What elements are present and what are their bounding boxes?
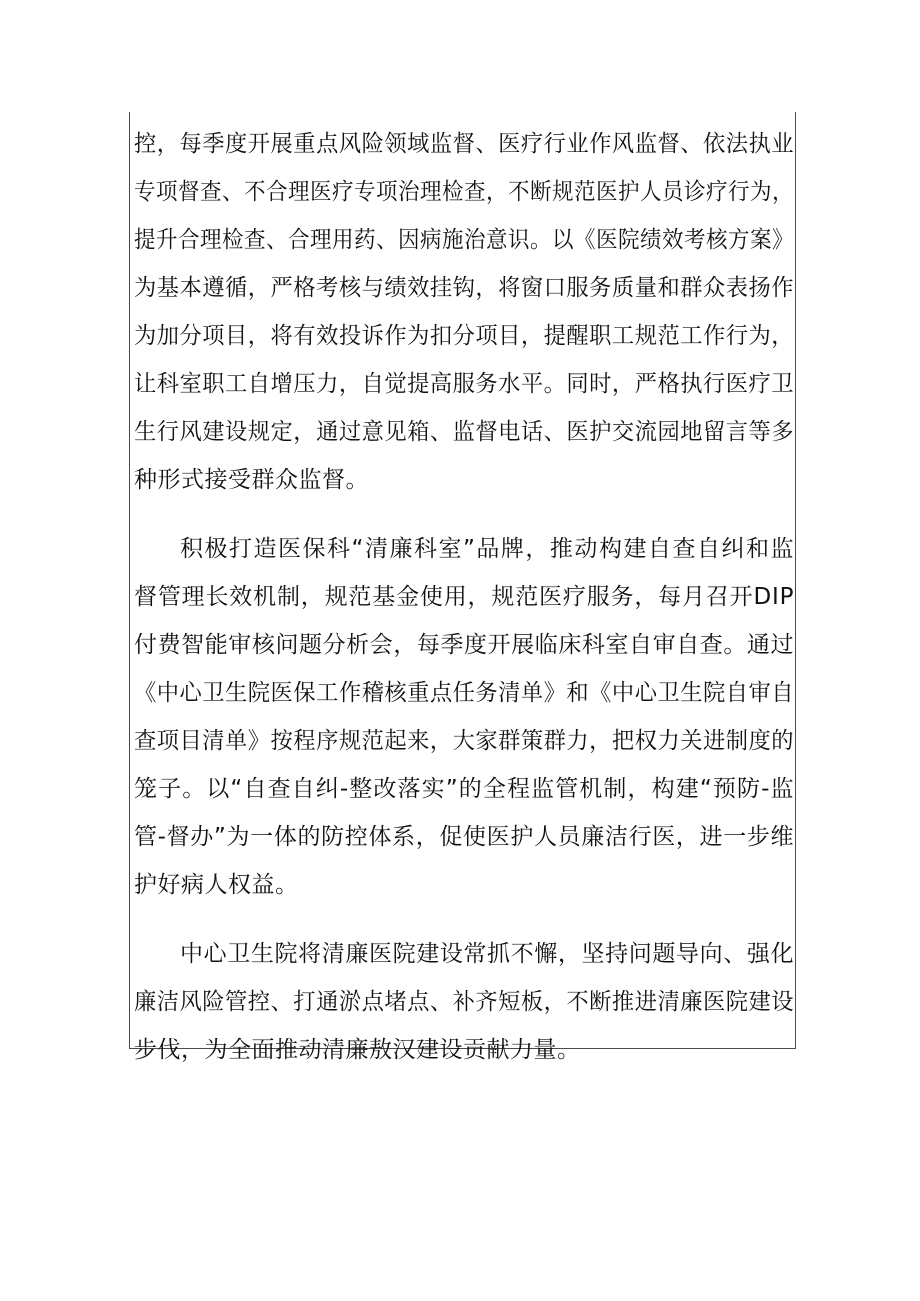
- text-line: 廉洁风险管控、打通淤点堵点、补齐短板，不断推进清廉医院建设: [134, 989, 794, 1015]
- text-line: 专项督查、不合理医疗专项治理检查，不断规范医护人员诊疗行为，: [134, 179, 794, 205]
- text-line: 督管理长效机制，规范基金使用，规范医疗服务，每月召开DIP: [134, 584, 795, 610]
- text-line: 中心卫生院将清廉医院建设常抓不懈，坚持问题导向、强化: [180, 941, 795, 967]
- text-line: 护好病人权益。: [134, 872, 299, 898]
- text-line: 让科室职工自增压力，自觉提高服务水平。同时，严格执行医疗卫: [134, 371, 794, 397]
- text-line: 笼子。以“自查自纠-整改落实”的全程监管机制，构建“预防-监: [134, 776, 795, 802]
- text-line: 种形式接受群众监督。: [134, 467, 369, 493]
- document-body: [134, 120, 794, 1074]
- text-line: 提升合理检查、合理用药、因病施治意识。以《医院绩效考核方案》: [134, 227, 794, 253]
- text-line: 步伐，为全面推动清廉敖汉建设贡献力量。: [134, 1037, 581, 1063]
- paragraph-3: [134, 930, 794, 1074]
- text-line: 付费智能审核问题分析会，每季度开展临床科室自审自查。通过: [134, 632, 795, 658]
- text-line: 积极打造医保科“清廉科室”品牌，推动构建自查自纠和监: [180, 536, 795, 562]
- text-line: 为基本遵循，严格考核与绩效挂钩，将窗口服务质量和群众表扬作: [134, 275, 794, 301]
- paragraph-1: [134, 120, 794, 504]
- paragraph-2: [134, 525, 794, 909]
- text-line: 管-督办”为一体的防控体系，促使医护人员廉洁行医，进一步维: [134, 824, 795, 850]
- text-line: 控，每季度开展重点风险领域监督、医疗行业作风监督、依法执业: [134, 131, 794, 157]
- text-line: 生行风建设规定，通过意见箱、监督电话、医护交流园地留言等多: [134, 419, 794, 445]
- text-line: 查项目清单》按程序规范起来，大家群策群力，把权力关进制度的: [134, 728, 794, 754]
- text-line: 为加分项目，将有效投诉作为扣分项目，提醒职工规范工作行为，: [134, 323, 794, 349]
- text-line: 《中心卫生院医保工作稽核重点任务清单》和《中心卫生院自审自: [134, 680, 794, 706]
